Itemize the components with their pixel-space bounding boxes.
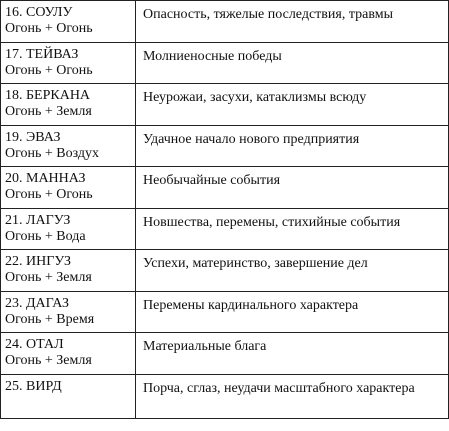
rune-meaning: Опасность, тяжелые последствия, травмы	[143, 7, 393, 22]
rune-name: 22. ИНГУЗ	[5, 254, 72, 269]
rune-meaning: Порча, сглаз, неудачи масштабного характера	[143, 380, 415, 396]
rune-meaning: Перемены кардинального характера	[143, 297, 359, 313]
meaning-cell	[136, 333, 448, 374]
rune-elements: Огонь + Огонь	[5, 187, 93, 202]
table-row	[1, 209, 448, 251]
table-row	[1, 167, 448, 209]
rune-cell	[1, 209, 136, 250]
rune-meaning: Материальные блага	[143, 339, 267, 354]
rune-meaning: Необычайные события	[143, 173, 281, 188]
rune-name: 20. МАННАЗ	[5, 171, 86, 186]
rune-cell	[1, 84, 136, 125]
table-row	[1, 333, 448, 375]
rune-cell	[1, 292, 136, 333]
meaning-cell	[136, 1, 448, 42]
rune-cell	[1, 167, 136, 208]
rune-cell	[1, 126, 136, 167]
meaning-cell	[136, 292, 448, 333]
table-row	[1, 292, 448, 334]
meaning-cell	[136, 250, 448, 291]
table-row	[1, 43, 448, 85]
rune-name: 18. БЕРКАНА	[5, 88, 91, 103]
rune-name: 24. ОТАЛ	[5, 337, 64, 352]
meaning-cell	[136, 375, 448, 418]
rune-cell	[1, 333, 136, 374]
rune-elements: Огонь + Огонь	[5, 62, 93, 78]
meaning-cell	[136, 43, 448, 84]
rune-elements: Огонь + Земля	[5, 104, 92, 119]
rune-elements: Огонь + Вода	[5, 228, 86, 244]
rune-name: 19. ЭВАЗ	[5, 129, 61, 145]
rune-meaning: Неурожаи, засухи, катаклизмы всюду	[143, 90, 367, 105]
rune-cell	[1, 250, 136, 291]
rune-name: 23. ДАГАЗ	[5, 295, 70, 311]
rune-name: 25. ВИРД	[5, 378, 62, 394]
rune-cell	[1, 375, 136, 418]
meaning-cell	[136, 84, 448, 125]
rune-cell	[1, 43, 136, 84]
rune-name: 21. ЛАГУЗ	[5, 212, 71, 228]
table-row	[1, 250, 448, 292]
rune-meaning: Успехи, материнство, завершение дел	[143, 256, 368, 271]
rune-name: 16. СОУЛУ	[5, 5, 73, 20]
rune-elements: Огонь + Огонь	[5, 21, 93, 36]
meaning-cell	[136, 126, 448, 167]
rune-name: 17. ТЕЙВАЗ	[5, 46, 79, 62]
rune-meaning: Новшества, перемены, стихийные события	[143, 214, 401, 230]
table-row	[1, 126, 448, 168]
rune-cell	[1, 1, 136, 42]
table-row	[1, 375, 448, 418]
table-row	[1, 84, 448, 126]
rune-elements: Огонь + Земля	[5, 353, 92, 368]
rune-elements: Огонь + Время	[5, 311, 95, 327]
rune-meaning: Молниеносные победы	[143, 48, 282, 64]
rune-elements: Огонь + Земля	[5, 270, 92, 285]
rune-meaning: Удачное начало нового предприятия	[143, 131, 360, 147]
meaning-cell	[136, 209, 448, 250]
table-row	[1, 1, 448, 43]
meaning-cell	[136, 167, 448, 208]
rune-elements: Огонь + Воздух	[5, 145, 100, 161]
